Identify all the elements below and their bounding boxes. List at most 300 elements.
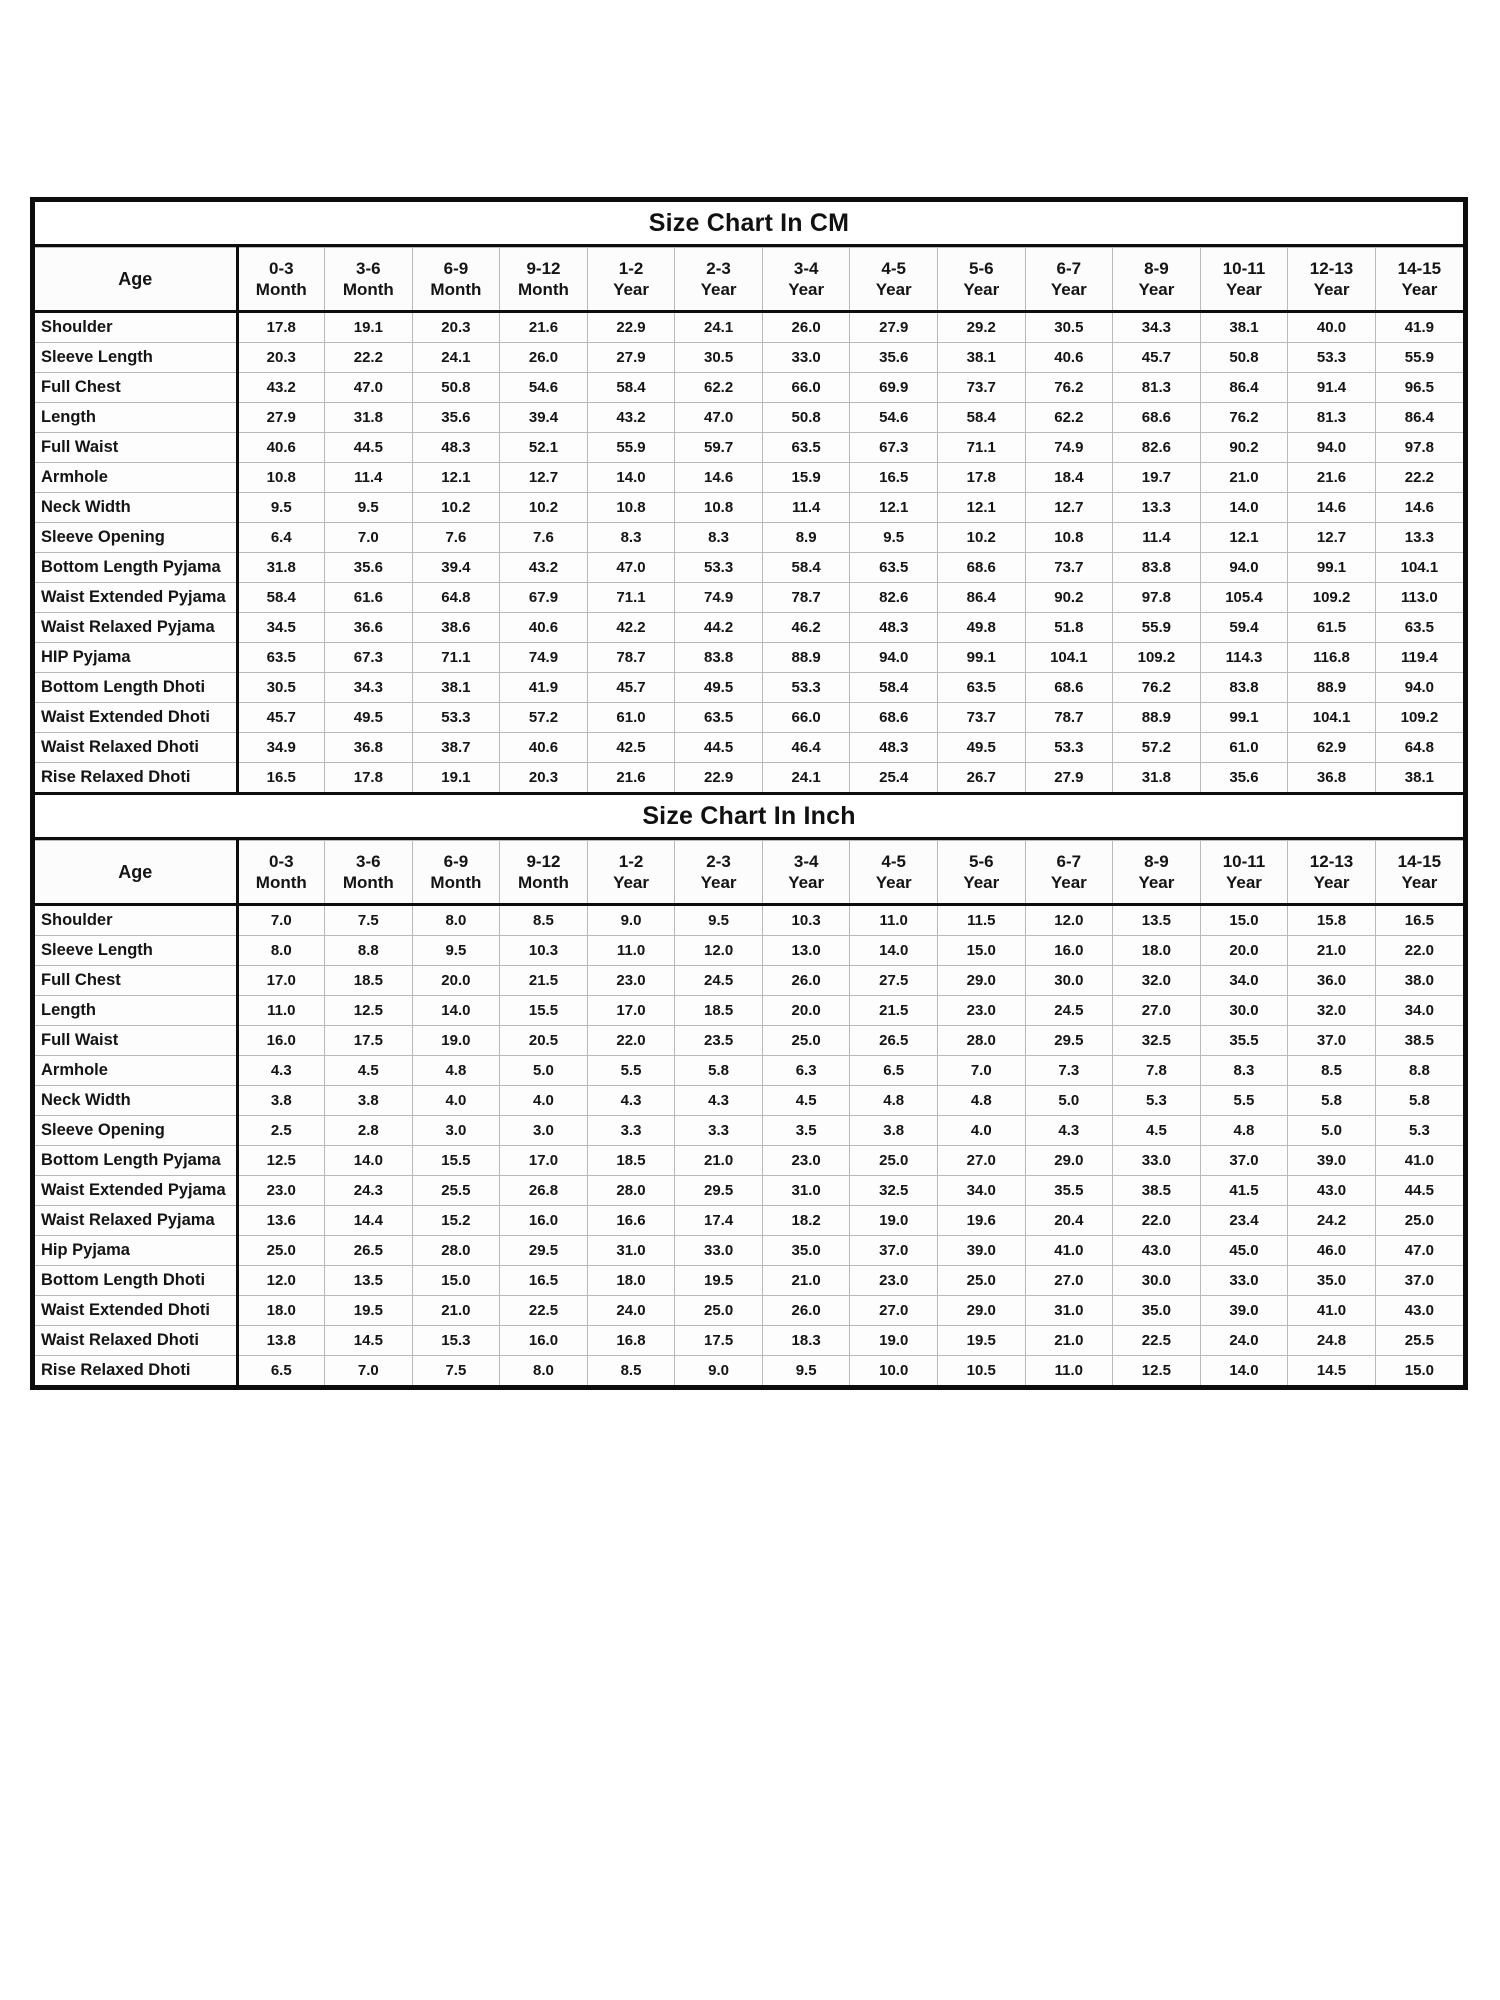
measurement-value-cell: 8.5	[587, 1356, 675, 1386]
measurement-value-cell: 23.0	[237, 1176, 325, 1206]
measurement-value-cell: 12.1	[412, 463, 500, 493]
measurement-value-cell: 68.6	[1113, 403, 1201, 433]
measurement-value-cell: 7.6	[412, 523, 500, 553]
measurement-value-cell: 36.6	[325, 613, 413, 643]
measurement-label: Full Waist	[35, 433, 237, 463]
measurement-value-cell: 29.0	[1025, 1146, 1113, 1176]
measurement-value-cell: 26.0	[762, 966, 850, 996]
measurement-value-cell: 14.5	[1288, 1356, 1376, 1386]
measurement-value-cell: 62.2	[675, 373, 763, 403]
measurement-value-cell: 4.3	[675, 1086, 763, 1116]
size-chart-frame	[30, 197, 1468, 1390]
age-column-header	[675, 841, 763, 905]
measurement-value-cell: 21.0	[762, 1266, 850, 1296]
measurement-value-cell: 34.0	[1375, 996, 1463, 1026]
measurement-value-cell: 41.9	[1375, 312, 1463, 343]
measurement-value-cell: 18.0	[237, 1296, 325, 1326]
measurement-value-cell: 7.3	[1025, 1056, 1113, 1086]
age-column-header	[412, 841, 500, 905]
age-range-label: 4-5	[881, 258, 906, 278]
measurement-value-cell: 21.5	[500, 966, 588, 996]
measurement-value-cell: 81.3	[1288, 403, 1376, 433]
measurement-value-cell: 43.0	[1288, 1176, 1376, 1206]
measurement-value-cell: 4.3	[1025, 1116, 1113, 1146]
measurement-value-cell: 27.5	[850, 966, 938, 996]
measurement-value-cell: 30.0	[1200, 996, 1288, 1026]
measurement-value-cell: 12.7	[1288, 523, 1376, 553]
measurement-value-cell: 36.8	[1288, 763, 1376, 793]
measurement-value-cell: 19.5	[938, 1326, 1026, 1356]
age-unit-label: Year	[1050, 280, 1087, 299]
measurement-value-cell: 21.5	[850, 996, 938, 1026]
measurement-value-cell: 32.0	[1113, 966, 1201, 996]
measurement-value-cell: 61.6	[325, 583, 413, 613]
measurement-value-cell: 4.5	[762, 1086, 850, 1116]
measurement-value-cell: 10.3	[500, 936, 588, 966]
measurement-value-cell: 50.8	[762, 403, 850, 433]
measurement-value-cell: 22.0	[1375, 936, 1463, 966]
measurement-value-cell: 99.1	[1288, 553, 1376, 583]
measurement-value-cell: 35.0	[1113, 1296, 1201, 1326]
measurement-value-cell: 26.0	[762, 312, 850, 343]
size-chart-inch-table	[35, 840, 1463, 1385]
measurement-value-cell: 73.7	[938, 703, 1026, 733]
measurement-label: Hip Pyjama	[35, 1236, 237, 1266]
measurement-value-cell: 31.8	[325, 403, 413, 433]
measurement-value-cell: 90.2	[1025, 583, 1113, 613]
measurement-value-cell: 13.5	[1113, 905, 1201, 936]
measurement-value-cell: 18.3	[762, 1326, 850, 1356]
measurement-value-cell: 23.0	[587, 966, 675, 996]
age-header-row	[35, 841, 1463, 905]
measurement-value-cell: 35.5	[1200, 1026, 1288, 1056]
measurement-row	[35, 966, 1463, 996]
measurement-value-cell: 6.5	[850, 1056, 938, 1086]
measurement-value-cell: 59.7	[675, 433, 763, 463]
measurement-label: Waist Extended Pyjama	[35, 583, 237, 613]
measurement-value-cell: 15.8	[1288, 905, 1376, 936]
measurement-value-cell: 16.5	[237, 763, 325, 793]
measurement-value-cell: 33.0	[675, 1236, 763, 1266]
measurement-value-cell: 5.0	[1288, 1116, 1376, 1146]
measurement-value-cell: 38.1	[938, 343, 1026, 373]
age-unit-label: Year	[1050, 873, 1087, 892]
measurement-value-cell: 18.2	[762, 1206, 850, 1236]
measurement-value-cell: 27.9	[237, 403, 325, 433]
age-column-header	[587, 841, 675, 905]
measurement-value-cell: 8.9	[762, 523, 850, 553]
measurement-value-cell: 34.5	[237, 613, 325, 643]
measurement-value-cell: 19.1	[325, 312, 413, 343]
measurement-value-cell: 14.0	[1200, 1356, 1288, 1386]
age-range-label: 1-2	[618, 258, 644, 278]
measurement-value-cell: 16.0	[500, 1206, 588, 1236]
measurement-value-cell: 10.2	[500, 493, 588, 523]
measurement-value-cell: 4.8	[938, 1086, 1026, 1116]
measurement-row	[35, 763, 1463, 793]
age-column-header	[1375, 248, 1463, 312]
measurement-value-cell: 31.8	[1113, 763, 1201, 793]
measurement-value-cell: 30.0	[1025, 966, 1113, 996]
measurement-value-cell: 3.8	[850, 1116, 938, 1146]
measurement-value-cell: 26.7	[938, 763, 1026, 793]
measurement-value-cell: 24.3	[325, 1176, 413, 1206]
measurement-value-cell: 25.0	[1375, 1206, 1463, 1236]
age-range-label: 3-6	[356, 258, 381, 278]
measurement-value-cell: 51.8	[1025, 613, 1113, 643]
measurement-value-cell: 14.0	[412, 996, 500, 1026]
measurement-value-cell: 13.5	[325, 1266, 413, 1296]
measurement-value-cell: 24.0	[587, 1296, 675, 1326]
measurement-label: Armhole	[35, 463, 237, 493]
measurement-value-cell: 22.5	[1113, 1326, 1201, 1356]
measurement-value-cell: 39.0	[1200, 1296, 1288, 1326]
measurement-value-cell: 17.8	[237, 312, 325, 343]
measurement-value-cell: 7.0	[325, 1356, 413, 1386]
measurement-value-cell: 30.5	[1025, 312, 1113, 343]
measurement-value-cell: 58.4	[237, 583, 325, 613]
measurement-value-cell: 34.3	[325, 673, 413, 703]
age-unit-label: Year	[875, 280, 912, 299]
measurement-value-cell: 86.4	[1200, 373, 1288, 403]
measurement-value-cell: 19.0	[850, 1206, 938, 1236]
measurement-value-cell: 29.0	[938, 966, 1026, 996]
measurement-value-cell: 10.2	[938, 523, 1026, 553]
measurement-label: Waist Extended Dhoti	[35, 703, 237, 733]
measurement-label: Waist Extended Dhoti	[35, 1296, 237, 1326]
measurement-value-cell: 38.7	[412, 733, 500, 763]
measurement-row	[35, 1326, 1463, 1356]
measurement-value-cell: 22.0	[1113, 1206, 1201, 1236]
measurement-value-cell: 4.3	[237, 1056, 325, 1086]
measurement-value-cell: 18.5	[675, 996, 763, 1026]
measurement-value-cell: 9.5	[325, 493, 413, 523]
measurement-value-cell: 99.1	[1200, 703, 1288, 733]
measurement-value-cell: 47.0	[325, 373, 413, 403]
measurement-value-cell: 114.3	[1200, 643, 1288, 673]
measurement-value-cell: 11.0	[1025, 1356, 1113, 1386]
measurement-value-cell: 34.9	[237, 733, 325, 763]
age-unit-label: Year	[1226, 873, 1262, 892]
measurement-value-cell: 24.1	[762, 763, 850, 793]
age-column-header	[1113, 248, 1201, 312]
age-unit-label: Month	[342, 280, 394, 299]
measurement-value-cell: 15.0	[1375, 1356, 1463, 1386]
measurement-value-cell: 8.0	[500, 1356, 588, 1386]
measurement-value-cell: 4.8	[850, 1086, 938, 1116]
measurement-value-cell: 53.3	[412, 703, 500, 733]
measurement-value-cell: 109.2	[1288, 583, 1376, 613]
measurement-label: Waist Relaxed Dhoti	[35, 1326, 237, 1356]
measurement-value-cell: 17.5	[325, 1026, 413, 1056]
measurement-value-cell: 4.0	[412, 1086, 500, 1116]
measurement-value-cell: 29.0	[938, 1296, 1026, 1326]
measurement-row	[35, 1206, 1463, 1236]
measurement-value-cell: 19.5	[675, 1266, 763, 1296]
measurement-value-cell: 49.5	[325, 703, 413, 733]
measurement-value-cell: 8.5	[1288, 1056, 1376, 1086]
measurement-value-cell: 8.8	[325, 936, 413, 966]
measurement-value-cell: 38.0	[1375, 966, 1463, 996]
measurement-value-cell: 4.8	[1200, 1116, 1288, 1146]
measurement-value-cell: 2.8	[325, 1116, 413, 1146]
measurement-value-cell: 55.9	[1375, 343, 1463, 373]
measurement-value-cell: 15.2	[412, 1206, 500, 1236]
measurement-value-cell: 21.0	[675, 1146, 763, 1176]
measurement-value-cell: 12.0	[1025, 905, 1113, 936]
age-column-header	[1113, 841, 1201, 905]
measurement-value-cell: 35.5	[1025, 1176, 1113, 1206]
measurement-value-cell: 39.4	[500, 403, 588, 433]
measurement-label: Full Waist	[35, 1026, 237, 1056]
measurement-row	[35, 312, 1463, 343]
measurement-value-cell: 16.5	[850, 463, 938, 493]
measurement-value-cell: 8.5	[500, 905, 588, 936]
measurement-value-cell: 63.5	[850, 553, 938, 583]
measurement-label: Waist Relaxed Pyjama	[35, 613, 237, 643]
measurement-value-cell: 10.2	[412, 493, 500, 523]
measurement-value-cell: 37.0	[1288, 1026, 1376, 1056]
measurement-value-cell: 104.1	[1288, 703, 1376, 733]
measurement-value-cell: 17.0	[500, 1146, 588, 1176]
measurement-label: Sleeve Length	[35, 343, 237, 373]
measurement-value-cell: 58.4	[587, 373, 675, 403]
measurement-value-cell: 90.2	[1200, 433, 1288, 463]
measurement-value-cell: 105.4	[1200, 583, 1288, 613]
inch-table-title: Size Chart In Inch	[35, 792, 1463, 840]
measurement-value-cell: 13.8	[237, 1326, 325, 1356]
measurement-value-cell: 64.8	[412, 583, 500, 613]
measurement-value-cell: 37.0	[1200, 1146, 1288, 1176]
measurement-value-cell: 82.6	[1113, 433, 1201, 463]
measurement-value-cell: 41.0	[1025, 1236, 1113, 1266]
measurement-value-cell: 5.0	[500, 1056, 588, 1086]
measurement-value-cell: 6.5	[237, 1356, 325, 1386]
age-range-label: 10-11	[1222, 258, 1266, 278]
measurement-value-cell: 18.0	[587, 1266, 675, 1296]
measurement-value-cell: 97.8	[1113, 583, 1201, 613]
measurement-value-cell: 74.9	[675, 583, 763, 613]
measurement-value-cell: 44.5	[1375, 1176, 1463, 1206]
measurement-value-cell: 30.0	[1113, 1266, 1201, 1296]
measurement-value-cell: 50.8	[1200, 343, 1288, 373]
measurement-value-cell: 47.0	[587, 553, 675, 583]
measurement-value-cell: 64.8	[1375, 733, 1463, 763]
measurement-value-cell: 86.4	[1375, 403, 1463, 433]
measurement-value-cell: 38.5	[1113, 1176, 1201, 1206]
age-unit-label: Month	[255, 873, 307, 892]
measurement-value-cell: 40.6	[500, 733, 588, 763]
age-range-label: 12-13	[1309, 258, 1354, 278]
measurement-value-cell: 35.6	[850, 343, 938, 373]
age-unit-label: Year	[788, 280, 825, 299]
measurement-value-cell: 33.0	[762, 343, 850, 373]
measurement-value-cell: 34.3	[1113, 312, 1201, 343]
age-range-label: 2-3	[706, 258, 731, 278]
measurement-value-cell: 5.8	[1288, 1086, 1376, 1116]
measurement-value-cell: 22.2	[325, 343, 413, 373]
measurement-row	[35, 553, 1463, 583]
measurement-row	[35, 1026, 1463, 1056]
measurement-value-cell: 63.5	[938, 673, 1026, 703]
measurement-value-cell: 94.0	[1375, 673, 1463, 703]
measurement-value-cell: 3.0	[412, 1116, 500, 1146]
measurement-value-cell: 18.5	[587, 1146, 675, 1176]
measurement-value-cell: 17.8	[938, 463, 1026, 493]
measurement-value-cell: 22.5	[500, 1296, 588, 1326]
age-unit-label: Year	[1401, 280, 1438, 299]
measurement-value-cell: 26.5	[325, 1236, 413, 1266]
measurement-value-cell: 25.4	[850, 763, 938, 793]
measurement-row	[35, 1356, 1463, 1386]
measurement-value-cell: 8.3	[587, 523, 675, 553]
measurement-value-cell: 71.1	[587, 583, 675, 613]
measurement-value-cell: 9.5	[850, 523, 938, 553]
measurement-value-cell: 8.3	[1200, 1056, 1288, 1086]
measurement-value-cell: 25.0	[938, 1266, 1026, 1296]
age-unit-label: Year	[963, 873, 1000, 892]
measurement-value-cell: 91.4	[1288, 373, 1376, 403]
measurement-value-cell: 18.0	[1113, 936, 1201, 966]
measurement-value-cell: 20.5	[500, 1026, 588, 1056]
measurement-label: Bottom Length Dhoti	[35, 1266, 237, 1296]
size-chart-cm-section	[35, 202, 1463, 792]
measurement-value-cell: 55.9	[587, 433, 675, 463]
measurement-value-cell: 44.5	[675, 733, 763, 763]
measurement-label: Armhole	[35, 1056, 237, 1086]
measurement-value-cell: 4.5	[325, 1056, 413, 1086]
measurement-value-cell: 94.0	[1200, 553, 1288, 583]
measurement-value-cell: 35.6	[1200, 763, 1288, 793]
measurement-value-cell: 3.8	[237, 1086, 325, 1116]
age-range-label: 8-9	[1144, 851, 1169, 871]
size-chart-inch-section	[35, 792, 1463, 1385]
measurement-value-cell: 53.3	[1288, 343, 1376, 373]
measurement-value-cell: 18.5	[325, 966, 413, 996]
age-range-label: 6-7	[1056, 258, 1082, 278]
measurement-value-cell: 15.0	[938, 936, 1026, 966]
measurement-value-cell: 16.0	[500, 1326, 588, 1356]
measurement-value-cell: 53.3	[1025, 733, 1113, 763]
measurement-value-cell: 43.0	[1113, 1236, 1201, 1266]
measurement-value-cell: 14.0	[850, 936, 938, 966]
measurement-value-cell: 45.0	[1200, 1236, 1288, 1266]
measurement-value-cell: 12.7	[500, 463, 588, 493]
measurement-label: HIP Pyjama	[35, 643, 237, 673]
measurement-value-cell: 27.9	[850, 312, 938, 343]
measurement-value-cell: 21.6	[500, 312, 588, 343]
measurement-value-cell: 94.0	[1288, 433, 1376, 463]
measurement-value-cell: 20.0	[762, 996, 850, 1026]
measurement-value-cell: 6.4	[237, 523, 325, 553]
measurement-value-cell: 47.0	[1375, 1236, 1463, 1266]
measurement-value-cell: 39.4	[412, 553, 500, 583]
measurement-value-cell: 27.0	[850, 1296, 938, 1326]
age-unit-label: Year	[1313, 873, 1350, 892]
measurement-value-cell: 15.5	[412, 1146, 500, 1176]
age-range-label: 3-4	[793, 258, 819, 278]
measurement-value-cell: 25.5	[1375, 1326, 1463, 1356]
measurement-value-cell: 13.6	[237, 1206, 325, 1236]
measurement-value-cell: 23.0	[762, 1146, 850, 1176]
measurement-value-cell: 40.6	[237, 433, 325, 463]
measurement-value-cell: 57.2	[500, 703, 588, 733]
measurement-value-cell: 24.1	[412, 343, 500, 373]
measurement-row	[35, 1056, 1463, 1086]
measurement-value-cell: 5.8	[675, 1056, 763, 1086]
measurement-value-cell: 35.6	[325, 553, 413, 583]
measurement-value-cell: 68.6	[1025, 673, 1113, 703]
measurement-value-cell: 10.0	[850, 1356, 938, 1386]
age-unit-label: Year	[1138, 873, 1175, 892]
measurement-value-cell: 23.5	[675, 1026, 763, 1056]
measurement-value-cell: 7.0	[938, 1056, 1026, 1086]
measurement-value-cell: 16.6	[587, 1206, 675, 1236]
measurement-value-cell: 7.8	[1113, 1056, 1201, 1086]
measurement-value-cell: 23.4	[1200, 1206, 1288, 1236]
age-range-label: 10-11	[1222, 851, 1266, 871]
measurement-value-cell: 116.8	[1288, 643, 1376, 673]
measurement-value-cell: 14.0	[1200, 493, 1288, 523]
measurement-value-cell: 68.6	[938, 553, 1026, 583]
age-unit-label: Month	[517, 873, 569, 892]
measurement-row	[35, 343, 1463, 373]
measurement-value-cell: 29.2	[938, 312, 1026, 343]
measurement-value-cell: 29.5	[500, 1236, 588, 1266]
age-column-header	[325, 248, 413, 312]
measurement-value-cell: 3.3	[675, 1116, 763, 1146]
age-column-header	[1200, 248, 1288, 312]
measurement-row	[35, 463, 1463, 493]
measurement-value-cell: 69.9	[850, 373, 938, 403]
measurement-value-cell: 96.5	[1375, 373, 1463, 403]
measurement-value-cell: 34.0	[938, 1176, 1026, 1206]
age-column-header	[587, 248, 675, 312]
measurement-value-cell: 15.9	[762, 463, 850, 493]
measurement-value-cell: 19.1	[412, 763, 500, 793]
measurement-label: Sleeve Opening	[35, 1116, 237, 1146]
measurement-value-cell: 44.5	[325, 433, 413, 463]
measurement-label: Neck Width	[35, 493, 237, 523]
measurement-value-cell: 5.5	[587, 1056, 675, 1086]
age-column-header	[1200, 841, 1288, 905]
measurement-value-cell: 15.3	[412, 1326, 500, 1356]
age-range-label: 8-9	[1144, 258, 1169, 278]
measurement-value-cell: 74.9	[500, 643, 588, 673]
age-header-row	[35, 248, 1463, 312]
measurement-value-cell: 88.9	[1113, 703, 1201, 733]
measurement-value-cell: 20.3	[500, 763, 588, 793]
measurement-value-cell: 41.0	[1375, 1146, 1463, 1176]
measurement-value-cell: 35.0	[762, 1236, 850, 1266]
measurement-value-cell: 4.3	[587, 1086, 675, 1116]
measurement-value-cell: 55.9	[1113, 613, 1201, 643]
measurement-value-cell: 12.0	[675, 936, 763, 966]
measurement-value-cell: 41.9	[500, 673, 588, 703]
measurement-row	[35, 733, 1463, 763]
measurement-value-cell: 21.6	[587, 763, 675, 793]
measurement-value-cell: 33.0	[1113, 1146, 1201, 1176]
measurement-value-cell: 48.3	[850, 733, 938, 763]
measurement-value-cell: 61.0	[1200, 733, 1288, 763]
measurement-label: Bottom Length Pyjama	[35, 1146, 237, 1176]
measurement-value-cell: 16.5	[500, 1266, 588, 1296]
age-column-header	[850, 248, 938, 312]
measurement-value-cell: 24.0	[1200, 1326, 1288, 1356]
measurement-value-cell: 12.5	[1113, 1356, 1201, 1386]
measurement-value-cell: 9.5	[762, 1356, 850, 1386]
measurement-value-cell: 26.0	[500, 343, 588, 373]
